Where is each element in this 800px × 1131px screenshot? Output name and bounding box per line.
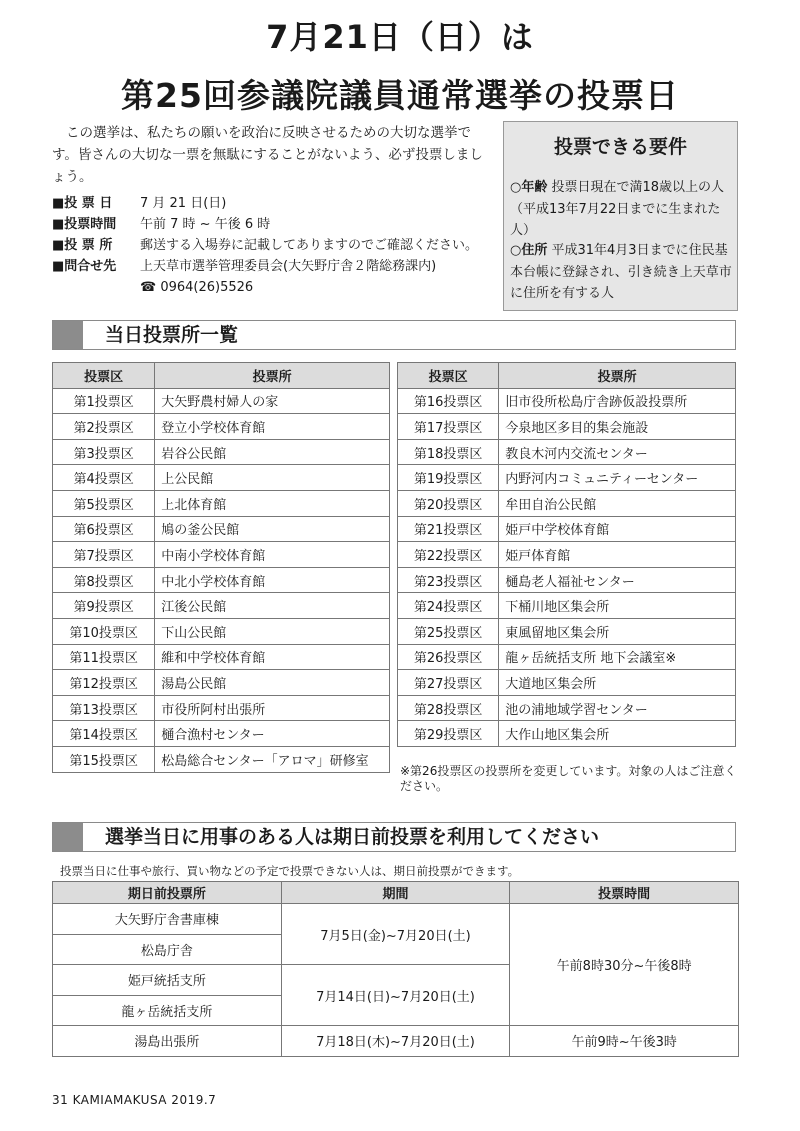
polling-table-right [397, 362, 736, 747]
info-value: 上天草市選挙管理委員会(大矢野庁舎２階総務課内) [140, 259, 437, 274]
table-row [398, 490, 736, 516]
column-header-place: 投票所 [155, 363, 390, 389]
district-cell: 第15投票区 [53, 746, 155, 772]
table-row [398, 465, 736, 491]
district-cell: 第4投票区 [53, 465, 155, 491]
voting-info [52, 193, 502, 298]
column-header-early-place: 期日前投票所 [53, 882, 282, 904]
early-voting-note: 投票当日に仕事や旅行、買い物などの予定で投票できない人は、期日前投票ができます。 [60, 864, 520, 878]
table-row [398, 618, 736, 644]
section-heading-early-voting [52, 822, 736, 852]
table-row [53, 516, 390, 542]
polling-place-cell: 教良木河内交流センター [499, 439, 736, 465]
early-period: 7月18日(木)~7月20日(土) [281, 1026, 510, 1057]
polling-place-cell: 登立小学校体育館 [155, 414, 390, 440]
table-row [398, 567, 736, 593]
polling-place-cell: 姫戸中学校体育館 [499, 516, 736, 542]
early-place: 姫戸統括支所 [53, 965, 282, 996]
district-cell: 第28投票区 [398, 695, 499, 721]
table-header-row [398, 363, 736, 389]
info-value: 郵送する入場券に記載してありますのでご確認ください。 [140, 238, 479, 253]
requirement-address [510, 240, 734, 305]
district-cell: 第2投票区 [53, 414, 155, 440]
district-cell: 第21投票区 [398, 516, 499, 542]
early-place: 松島庁舎 [53, 934, 282, 965]
district-cell: 第11投票区 [53, 644, 155, 670]
district-cell: 第17投票区 [398, 414, 499, 440]
column-header-hours: 投票時間 [510, 882, 739, 904]
polling-place-cell: 鳩の釜公民館 [155, 516, 390, 542]
polling-place-cell: 松島総合センター「アロマ」研修室 [155, 746, 390, 772]
early-hours: 午前9時~午後3時 [510, 1026, 739, 1057]
table-header-row [53, 882, 739, 904]
requirement-age-text: 投票日現在で満18歳以上の人（平成13年7月22日までに生まれた人） [510, 180, 725, 238]
info-value: 7 月 21 日(日) [140, 196, 227, 211]
column-header-place: 投票所 [499, 363, 736, 389]
section-title: 選挙当日に用事のある人は期日前投票を利用してください [105, 826, 600, 848]
info-label: ■投票時間 [52, 217, 117, 232]
table-row [53, 414, 390, 440]
polling-place-cell: 龍ヶ岳統括支所 地下会議室※ [499, 644, 736, 670]
polling-place-cell: 下桶川地区集会所 [499, 593, 736, 619]
polling-place-cell: 岩谷公民館 [155, 439, 390, 465]
phone-number: ☎ 0964(26)5526 [140, 280, 254, 295]
polling-place-cell: 中南小学校体育館 [155, 542, 390, 568]
polling-place-cell: 市役所阿村出張所 [155, 695, 390, 721]
info-row-contact [52, 256, 502, 277]
table-row [53, 721, 390, 747]
info-label: ■投 票 所 [52, 238, 113, 253]
polling-place-cell: 大道地区集会所 [499, 670, 736, 696]
early-period: 7月5日(金)~7月20日(土) [281, 904, 510, 965]
table-row [398, 644, 736, 670]
polling-place-cell: 上北体育館 [155, 490, 390, 516]
info-label: ■投 票 日 [52, 196, 113, 211]
page-title-date: 7月21日（日）は [266, 18, 534, 56]
table-row [398, 414, 736, 440]
district-cell: 第20投票区 [398, 490, 499, 516]
table-row [53, 465, 390, 491]
polling-table-left [52, 362, 390, 773]
polling-place-cell: 内野河内コミュニティーセンター [499, 465, 736, 491]
table-row [398, 439, 736, 465]
early-place: 湯島出張所 [53, 1026, 282, 1057]
district-cell: 第24投票区 [398, 593, 499, 619]
table-row [53, 644, 390, 670]
table-row [53, 670, 390, 696]
district-cell: 第13投票区 [53, 695, 155, 721]
table-header-row [53, 363, 390, 389]
column-header-district: 投票区 [398, 363, 499, 389]
district-cell: 第19投票区 [398, 465, 499, 491]
info-value: 午前 7 時 ~ 午後 6 時 [140, 217, 271, 232]
polling-place-cell: 牟田自治公民館 [499, 490, 736, 516]
polling-place-cell: 東風留地区集会所 [499, 618, 736, 644]
district-cell: 第14投票区 [53, 721, 155, 747]
district-cell: 第23投票区 [398, 567, 499, 593]
early-hours: 午前8時30分~午後8時 [510, 904, 739, 1026]
district-cell: 第6投票区 [53, 516, 155, 542]
district-cell: 第1投票区 [53, 388, 155, 414]
table-row [53, 618, 390, 644]
section-title: 当日投票所一覧 [105, 324, 239, 346]
requirements-title: 投票できる要件 [553, 136, 687, 158]
location-change-note: ※第26投票区の投票所を変更しています。対象の人はご注意ください。 [400, 764, 737, 793]
info-row-time [52, 214, 502, 235]
intro-paragraph: この選挙は、私たちの願いを政治に反映させるための大切な選挙です。皆さんの大切な一票を無駄にすることがないよう、必ず投票しましょう。 [52, 125, 483, 185]
table-row [398, 542, 736, 568]
table-row [398, 388, 736, 414]
district-cell: 第22投票区 [398, 542, 499, 568]
table-row [53, 490, 390, 516]
requirement-age [510, 177, 734, 242]
district-cell: 第3投票区 [53, 439, 155, 465]
district-cell: 第7投票区 [53, 542, 155, 568]
info-row-place [52, 235, 502, 256]
polling-place-cell: 樋島老人福祉センター [499, 567, 736, 593]
district-cell: 第18投票区 [398, 439, 499, 465]
page-footer: 31 KAMIAMAKUSA 2019.7 [52, 1093, 217, 1107]
district-cell: 第5投票区 [53, 490, 155, 516]
district-cell: 第27投票区 [398, 670, 499, 696]
requirement-address-text: 平成31年4月3日までに住民基本台帳に登録され、引き続き上天草市に住所を有する人 [510, 243, 732, 301]
table-row [398, 670, 736, 696]
district-cell: 第12投票区 [53, 670, 155, 696]
district-cell: 第26投票区 [398, 644, 499, 670]
polling-place-cell: 湯島公民館 [155, 670, 390, 696]
district-cell: 第25投票区 [398, 618, 499, 644]
info-label: ■問合せ先 [52, 259, 117, 274]
polling-place-cell: 下山公民館 [155, 618, 390, 644]
polling-place-cell: 江後公民館 [155, 593, 390, 619]
requirement-address-label: ○住所 [510, 243, 548, 258]
heading-marker [53, 321, 83, 349]
early-period: 7月14日(日)~7月20日(土) [281, 965, 510, 1026]
early-place: 大矢野庁舎書庫棟 [53, 904, 282, 935]
polling-place-cell: 中北小学校体育館 [155, 567, 390, 593]
district-cell: 第16投票区 [398, 388, 499, 414]
column-header-district: 投票区 [53, 363, 155, 389]
table-row [53, 1026, 739, 1057]
polling-place-cell: 大作山地区集会所 [499, 721, 736, 747]
table-row [53, 695, 390, 721]
table-row [53, 746, 390, 772]
polling-place-cell: 大矢野農村婦人の家 [155, 388, 390, 414]
table-row [53, 567, 390, 593]
section-heading-polling-places [52, 320, 736, 350]
district-cell: 第8投票区 [53, 567, 155, 593]
table-row [53, 904, 739, 935]
table-row [398, 516, 736, 542]
info-row-phone [52, 277, 502, 298]
info-row-date [52, 193, 502, 214]
table-row [53, 439, 390, 465]
early-voting-table [52, 881, 739, 1057]
district-cell: 第10投票区 [53, 618, 155, 644]
requirement-age-label: ○年齢 [510, 180, 548, 195]
early-place: 龍ヶ岳統括支所 [53, 995, 282, 1026]
district-cell: 第29投票区 [398, 721, 499, 747]
polling-place-cell: 姫戸体育館 [499, 542, 736, 568]
polling-place-cell: 上公民館 [155, 465, 390, 491]
table-row [398, 695, 736, 721]
polling-place-cell: 樋合漁村センター [155, 721, 390, 747]
polling-place-cell: 今泉地区多目的集会施設 [499, 414, 736, 440]
polling-place-cell: 維和中学校体育館 [155, 644, 390, 670]
table-row [53, 388, 390, 414]
page-title-election: 第25回参議院議員通常選挙の投票日 [121, 76, 679, 115]
polling-place-cell: 池の浦地域学習センター [499, 695, 736, 721]
polling-place-cell: 旧市役所松島庁舎跡仮設投票所 [499, 388, 736, 414]
requirements-box [503, 121, 738, 311]
table-row [53, 593, 390, 619]
table-row [53, 542, 390, 568]
table-row [398, 721, 736, 747]
column-header-period: 期間 [281, 882, 510, 904]
table-row [398, 593, 736, 619]
heading-marker [53, 823, 83, 851]
district-cell: 第9投票区 [53, 593, 155, 619]
